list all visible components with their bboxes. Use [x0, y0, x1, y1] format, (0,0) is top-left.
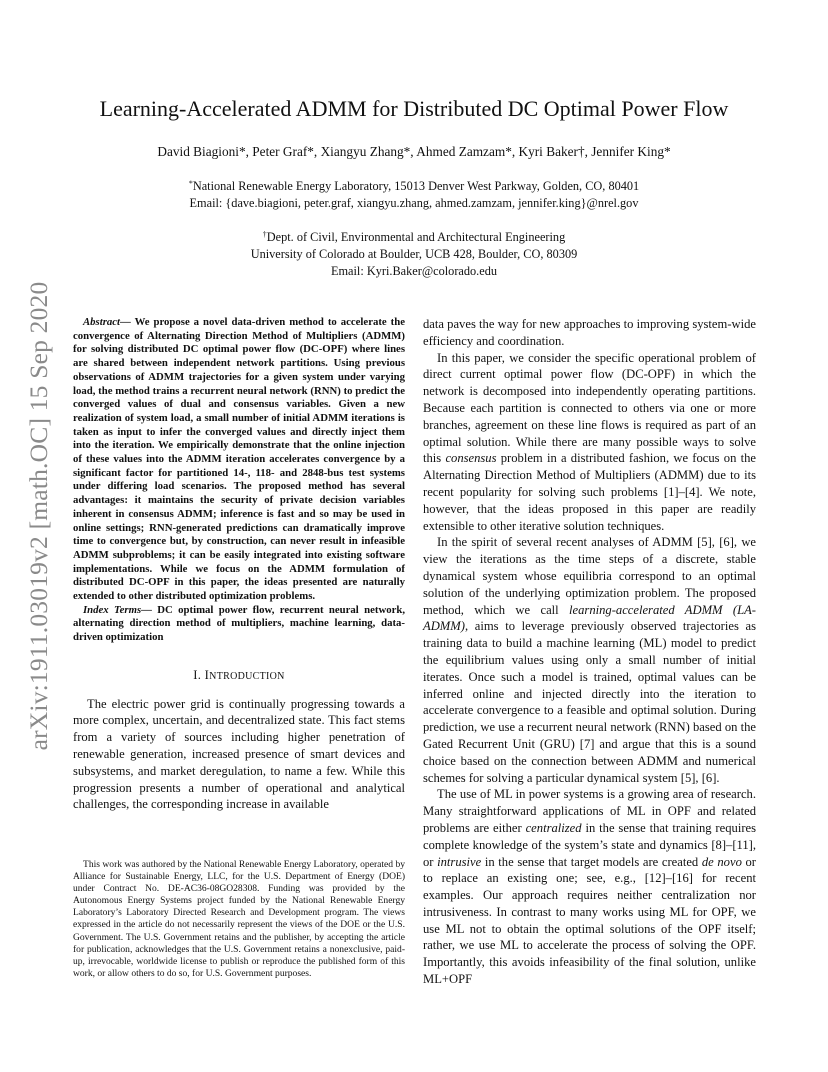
- affiliation-marker: *: [188, 179, 193, 188]
- index-terms: [73, 604, 405, 645]
- intro-paragraph-2: [423, 350, 756, 535]
- text-run: in the sense that target models are created: [481, 854, 702, 869]
- emphasis-consensus: consensus: [445, 451, 497, 466]
- affiliation-org: National Renewable Energy Laboratory, 15013 Denver West Parkway, Golden, CO, 80401: [192, 179, 640, 193]
- intro-paragraph-continued: data paves the way for new approaches to improving system-wide efficiency and coordination.: [423, 317, 756, 348]
- abstract-text: We propose a novel data-driven method to accelerate the convergence of Alternating Direction Method of Multipliers (ADMM) for solving distributed DC optimal power flow (DC-OPF) where lines are shared between independent network partitions. Using previous observations of ADMM trajectories for a given system under varying load, the method trains a recurrent neural network (RNN) to predict the converged values of dual and consensus variables. Given a new realization of system load, a small number of initial ADMM iterations is taken as input to infer the converged values and directly inject them into the iteration. We empirically demonstrate that the online injection of these values into the ADMM iteration accelerates convergence by a significant factor for partitioned 14-, 118- and 2848-bus test systems under differing load scenarios. The proposed method has several advantages: it maintains the security of private decision variables inherent in consensus ADMM; inference is fast and so may be used in online settings; RNN-generated predictions can dramatically improve time to convergence but, by construction, can never result in infeasible ADMM subproblems; it can be easily integrated into existing software implementations. While we focus on the ADMM formulation of distributed DC-OPF in this paper, the ideas presented are naturally extended to other distributed optimization problems.: [73, 316, 405, 603]
- text-run: or to replace an existing one; see, e.g., [12]–[16] for recent examples. Our approach requires neither centralization nor intrusiveness. In contrast to many works using ML for OPF, we use ML not to obtain the optimal solutions of the OPF itself; rather, we use ML to accelerate the process of solving the OPF. Importantly, this avoids infeasibility of the final solution, unlike ML+OPF: [423, 854, 757, 987]
- right-column: [423, 316, 756, 988]
- affiliation-nrel: [60, 178, 768, 212]
- section-numeral: I. I: [193, 667, 210, 682]
- abstract-lead: Abstract: [83, 316, 121, 328]
- affiliation-colorado: [60, 229, 768, 280]
- text-run: problem in a distributed fashion, we focus on the Alternating Direction Method of Multipliers (ADMM) due to its recent popularity for solving such problems [1]–[4]. We note, however, that the ideas proposed in this paper are readily extensible to other iterative solution techniques.: [423, 451, 756, 533]
- intro-paragraph-3: [423, 534, 756, 786]
- text-run: In the spirit of several recent analyses of ADMM [5], [6], we view the iterations as the time steps of a discrete, stable dynamical system whose equilibria correspond to an optimal solution of the underlying optimization problem. The proposed method, which we call: [423, 535, 756, 617]
- left-column: [73, 316, 405, 813]
- text-run: In this paper, we consider the specific operational problem of direct current optimal power flow (DC-OPF) in which the network is decomposed into independently operating partitions. Because each partition is connected to others via one or more branches, agreement on these line flows is required as part of an optimal solution. While there are many possible ways to solve this: [423, 350, 756, 466]
- affiliation-university: University of Colorado at Boulder, UCB 428, Boulder, CO, 80309: [250, 247, 578, 261]
- paper-title: Learning-Accelerated ADMM for Distributed DC Optimal Power Flow: [99, 96, 729, 121]
- index-terms-lead: Index Terms: [83, 603, 142, 616]
- arxiv-identifier-stamp: arXiv:1911.03019v2 [math.OC] 15 Sep 2020: [24, 281, 53, 751]
- affiliation-email: Email: Kyri.Baker@colorado.edu: [330, 264, 497, 278]
- abstract: [73, 316, 405, 604]
- intro-paragraph-1: The electric power grid is continually progressing towards a more complex, uncertain, and decentralized state. This fact stems from a variety of sources including higher penetration of renewable generation, increased presence of smart devices and subsystems, and market deregulation, to name a few. While this progression presents a number of operational and analytical challenges, the corresponding increase in available: [73, 696, 405, 812]
- section-title-rest: NTRODUCTION: [209, 670, 285, 682]
- section-heading-introduction: [73, 667, 405, 686]
- emphasis-centralized: centralized: [525, 820, 582, 835]
- text-run: The use of ML in power systems is a growing area of research. Many straightforward applications of ML in OPF and related problems are either: [423, 787, 756, 835]
- affiliation-marker: †: [262, 230, 267, 239]
- text-run: in the sense that training requires complete knowledge of the system’s state and dynamics [8]–[11], or: [423, 820, 756, 869]
- abstract-dash: —: [120, 316, 135, 328]
- emphasis-de-novo: de novo: [701, 854, 742, 869]
- intro-paragraph-4: [423, 786, 756, 988]
- emphasis-la-admm: learning-accelerated ADMM (LA-ADMM): [423, 602, 756, 634]
- affiliation-email: Email: {dave.biagioni, peter.graf, xiangyu.zhang, ahmed.zamzam, jennifer.king}@nrel.gov: [189, 196, 639, 210]
- author-list: David Biagioni*, Peter Graf*, Xiangyu Zhang*, Ahmed Zamzam*, Kyri Baker†, Jennifer King*: [157, 144, 671, 159]
- footnote-funding: This work was authored by the National Renewable Energy Laboratory, operated by Alliance for Sustainable Energy, LLC, for the U.S. Department of Energy (DOE) under Contract No. DE-AC36-08GO28308. Funding was provided by the Autonomous Energy Systems project funded by the National Renewable Energy Laboratory’s Laboratory Directed Research and Development program. The views expressed in the article do not necessarily represent the views of the DOE or the U.S. Government. The U.S. Government retains and the publisher, by accepting the article for publication, acknowledges that the U.S. Government retains a nonexclusive, paid-up, irrevocable, worldwide license to publish or reproduce the published form of this work, or allow others to do so, for U.S. Government purposes.: [73, 859, 405, 979]
- emphasis-intrusive: intrusive: [437, 854, 482, 869]
- text-run: , aims to leverage previously observed trajectories as training data to build a machine learning (ML) model to predict the equilibrium values using only a small number of initial iterates. Once such a model is trained, optimal values can be inferred online and injected directly into the iteration to accelerate convergence to a feasible and optimal solution. During prediction, we use a recurrent neural network (RNN) based on the Gated Recurrent Unit (GRU) [7] and argue that this is a sound choice based on the connection between ADMM and numerical schemes for solving a particular dynamical system [5], [6].: [423, 619, 756, 785]
- affiliation-dept: Dept. of Civil, Environmental and Architectural Engineering: [266, 230, 566, 244]
- index-terms-text: DC optimal power flow, recurrent neural network, alternating direction method of multipliers, machine learning, data-driven optimization: [73, 603, 406, 644]
- index-terms-dash: —: [141, 603, 158, 616]
